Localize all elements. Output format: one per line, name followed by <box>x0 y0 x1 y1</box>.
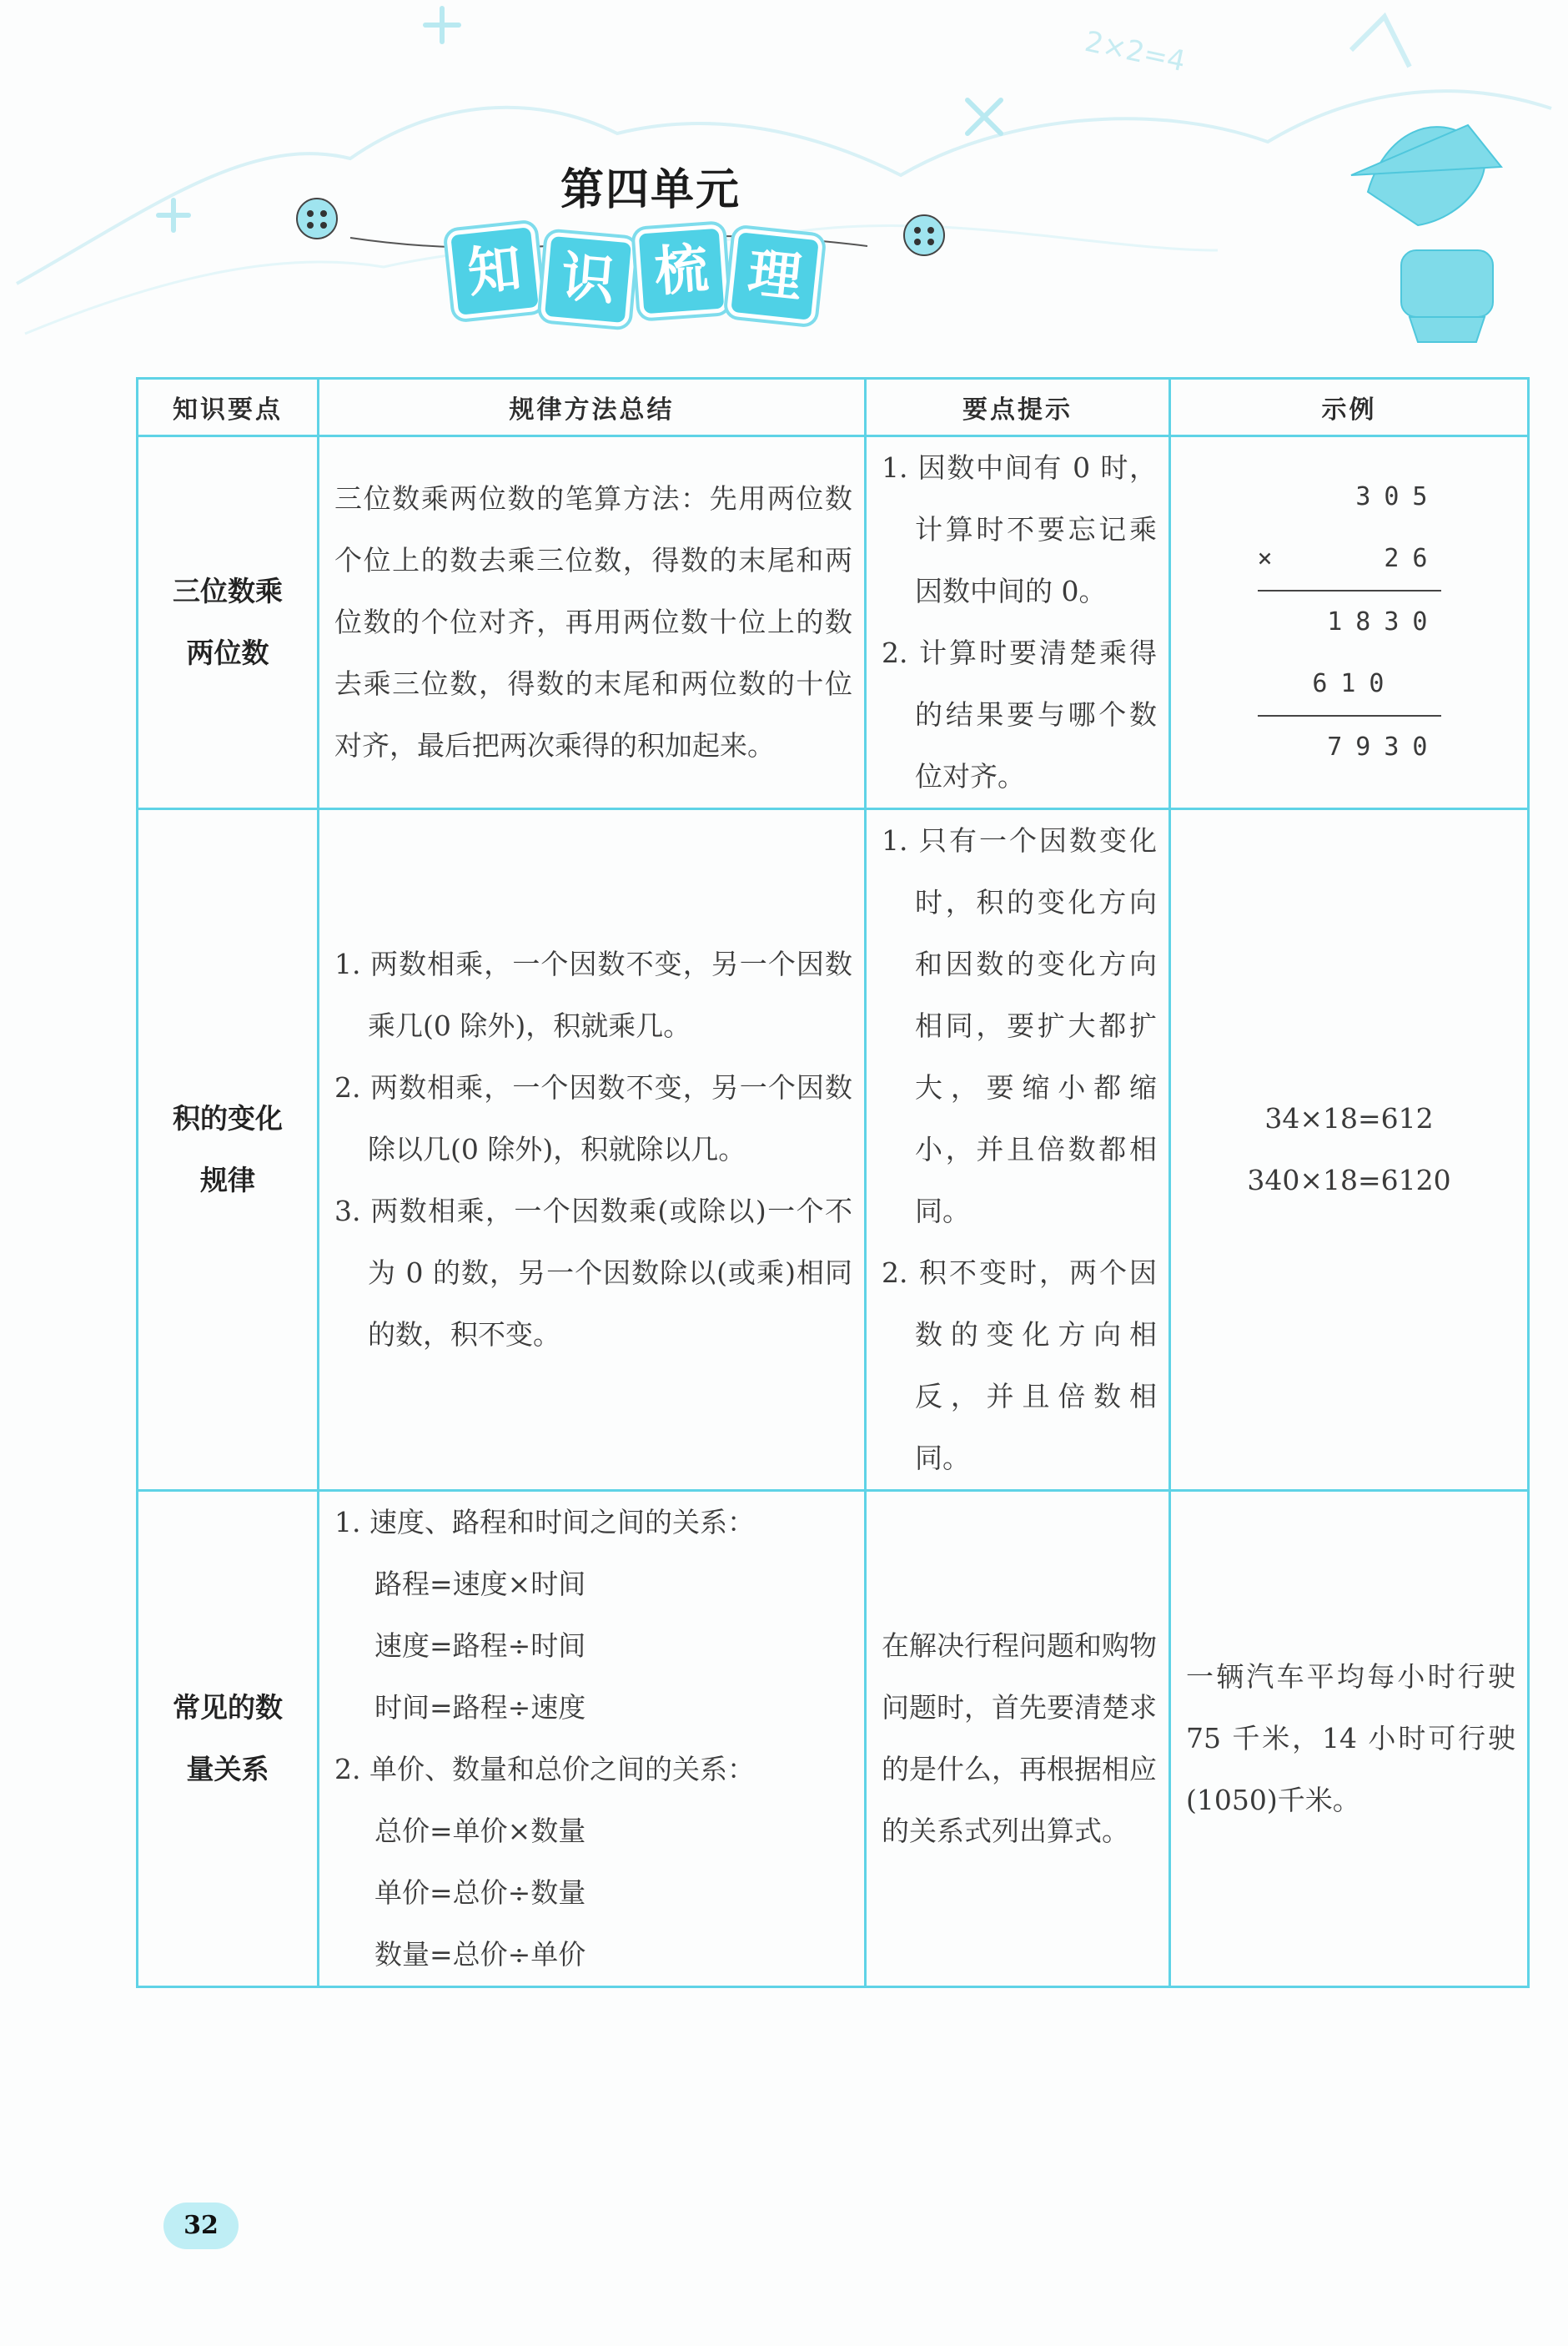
title-char-4: 理 <box>726 228 823 325</box>
rule-item: 3. 两数相乘，一个因数乘(或除以)一个不为 0 的数，另一个因数除以(或乘)相同的数，积不变。 <box>334 1195 852 1351</box>
unit-header <box>0 0 1568 350</box>
table-row <box>138 1491 1529 1987</box>
formula-line: 总价=单价×数量 <box>374 1815 586 1847</box>
multiplier-line <box>1258 528 1441 592</box>
partial-product-2: 610 <box>1258 653 1441 717</box>
tips-cell <box>866 809 1170 1491</box>
product-result: 7930 <box>1327 732 1441 762</box>
method-summary: 三位数乘两位数的笔算方法：先用两位数个位上的数去乘三位数，得数的末尾和两位数的个位对齐，再用两位数十位上的数去乘三位数，得数的末尾和两位数的十位对齐，最后把两次乘得的积加起来。 <box>319 436 866 809</box>
rule-item: 2. 两数相乘，一个因数不变，另一个因数除以几(0 除外)，积就除以几。 <box>334 1071 852 1165</box>
multiplier: 26 <box>1384 544 1441 573</box>
knowledge-table <box>136 377 1530 1988</box>
title-char-1: 知 <box>446 223 543 320</box>
column-header: 示例 <box>1170 379 1529 436</box>
page-number: 32 <box>163 2203 239 2249</box>
knowledge-point: 积的变化 规律 <box>138 809 319 1491</box>
relation-heading: 2. 单价、数量和总价之间的关系： <box>334 1753 755 1785</box>
vertical-multiplication <box>1258 466 1441 778</box>
table-row <box>138 809 1529 1491</box>
formula-line: 时间=路程÷速度 <box>374 1691 586 1724</box>
multiplicand: 305 <box>1355 482 1441 511</box>
tip-item: 2. 计算时要清楚乘得的结果要与哪个数位对齐。 <box>882 637 1157 793</box>
title-char-2: 识 <box>540 232 636 328</box>
example-cell <box>1170 436 1529 809</box>
formula-line: 路程=速度×时间 <box>374 1568 586 1600</box>
tip-item: 2. 积不变时，两个因数的变化方向相反，并且倍数相同。 <box>882 1256 1157 1474</box>
example-equation: 34×18=612 <box>1264 1102 1434 1135</box>
relation-heading: 1. 速度、路程和时间之间的关系： <box>334 1506 755 1538</box>
tips-cell: 在解决行程问题和购物问题时，首先要清楚求的是什么，再根据相应的关系式列出算式。 <box>866 1491 1170 1987</box>
column-header: 规律方法总结 <box>319 379 866 436</box>
column-header: 知识要点 <box>138 379 319 436</box>
table-header-row <box>138 379 1529 436</box>
unit-title: 第四单元 <box>560 165 741 215</box>
method-summary <box>319 809 866 1491</box>
tip-item: 1. 因数中间有 0 时，计算时不要忘记乘因数中间的 0。 <box>882 451 1157 607</box>
example-cell <box>1170 809 1529 1491</box>
tips-cell <box>866 436 1170 809</box>
formula-line: 数量=总价÷单价 <box>374 1938 586 1971</box>
example-cell: 一辆汽车平均每小时行驶 75 千米，14 小时可行驶(1050)千米。 <box>1170 1491 1529 1987</box>
multiply-sign: × <box>1257 544 1286 573</box>
section-title-badges <box>450 227 817 319</box>
knowledge-point: 常见的数 量关系 <box>138 1491 319 1987</box>
formula-doodle: 2×2=4 <box>1082 24 1189 79</box>
rule-item: 1. 两数相乘，一个因数不变，另一个因数乘几(0 除外)，积就乘几。 <box>334 948 852 1042</box>
formula-line: 单价=总价÷数量 <box>374 1876 586 1909</box>
example-equation: 340×18=6120 <box>1247 1164 1451 1196</box>
method-summary <box>319 1491 866 1987</box>
partial-product-1: 1830 <box>1327 607 1441 637</box>
tip-item: 1. 只有一个因数变化时，积的变化方向和因数的变化方向相同，要扩大都扩大，要缩小都缩小，并且倍数都相同。 <box>882 824 1157 1227</box>
table-row <box>138 436 1529 809</box>
column-header: 要点提示 <box>866 379 1170 436</box>
knowledge-point: 三位数乘 两位数 <box>138 436 319 809</box>
formula-line: 速度=路程÷时间 <box>374 1629 586 1662</box>
title-char-3: 梳 <box>634 224 728 318</box>
